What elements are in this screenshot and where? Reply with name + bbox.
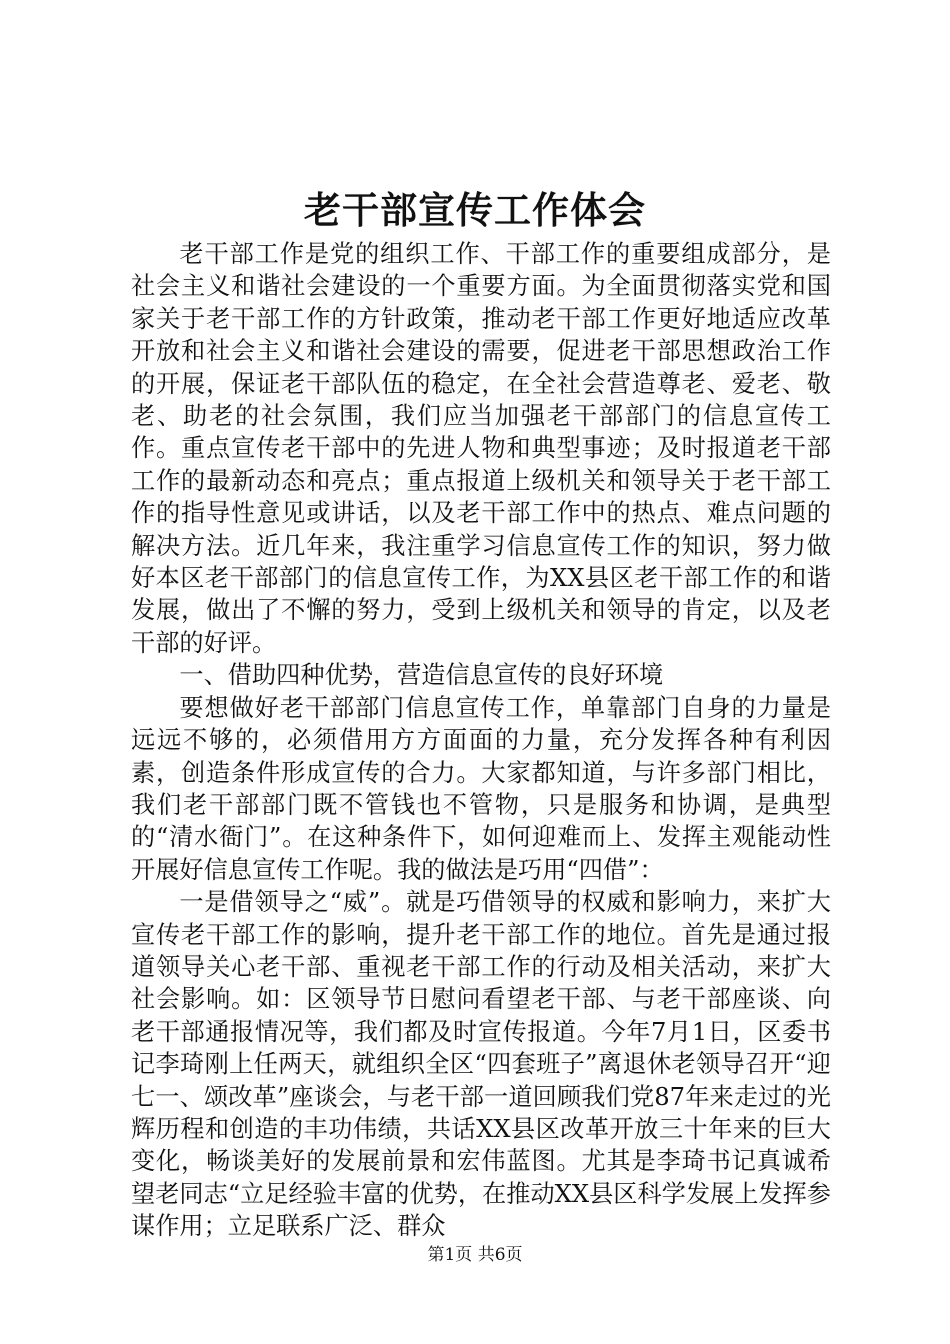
section-heading: 一、借助四种优势，营造信息宣传的良好环境 (179, 661, 664, 690)
paragraph-intro: 老干部工作是党的组织工作、干部工作的重要组成部分，是社会主义和谐社会建设的一个重要方面。为全面贯彻落实党和国家关于老干部工作的方针政策，推动老干部工作更好地适应改革开放和社会主义和谐社会建设的需要，促进老干部思想政治工作的开展，保证老干部队伍的稳定，在全社会营造尊老、爱老、敬老、助老的社会氛围，我们应当加强老干部部门的信息宣传工作。重点宣传老干部中的先进人物和典型事迹；及时报道老干部工作的最新动态和亮点；重点报道上级机关和领导关于老干部工作的指导性意见或讲话，以及老干部工作中的热点、难点问题的解决方法。近几年来，我注重学习信息宣传工作的知识，努力做好本区老干部部门的信息宣传工作，为XX县区老干部工作的和谐发展，做出了不懈的努力，受到上级机关和领导的肯定，以及老干部的好评。 (131, 240, 831, 657)
page-number-footer: 第1页 共6页 (427, 1245, 523, 1265)
paragraph-point-one: 一是借领导之“威”。就是巧借领导的权威和影响力，来扩大宣传老干部工作的影响，提升老干部工作的地位。首先是通过报道领导关心老干部、重视老干部工作的行动及相关活动，来扩大社会影响。如：区领导节日慰问看望老干部、与老干部座谈、向老干部通报情况等，我们都及时宣传报道。今年7月1日，区委书记李琦刚上任两天，就组织全区“四套班子”离退休老领导召开“迎七一、颂改革”座谈会，与老干部一道回顾我们党87年来走过的光辉历程和创造的丰功伟绩，共话XX县区改革开放三十年来的巨大变化，畅谈美好的发展前景和宏伟蓝图。尤其是李琦书记真诚希望老同志“立足经验丰富的优势，在推动XX县区科学发展上发挥参谋作用；立足联系广泛、群众 (131, 888, 831, 1241)
document-title: 老干部宣传工作体会 (304, 188, 646, 232)
paragraph-section-intro: 要想做好老干部部门信息宣传工作，单靠部门自身的力量是远远不够的，必须借用方方面面的力量，充分发挥各种有利因素，创造条件形成宣传的合力。大家都知道，与许多部门相比，我们老干部部门既不管钱也不管物，只是服务和协调，是典型的“清水衙门”。在这种条件下，如何迎难而上、发挥主观能动性开展好信息宣传工作呢。我的做法是巧用“四借”： (131, 693, 831, 884)
document-body (131, 238, 831, 1243)
